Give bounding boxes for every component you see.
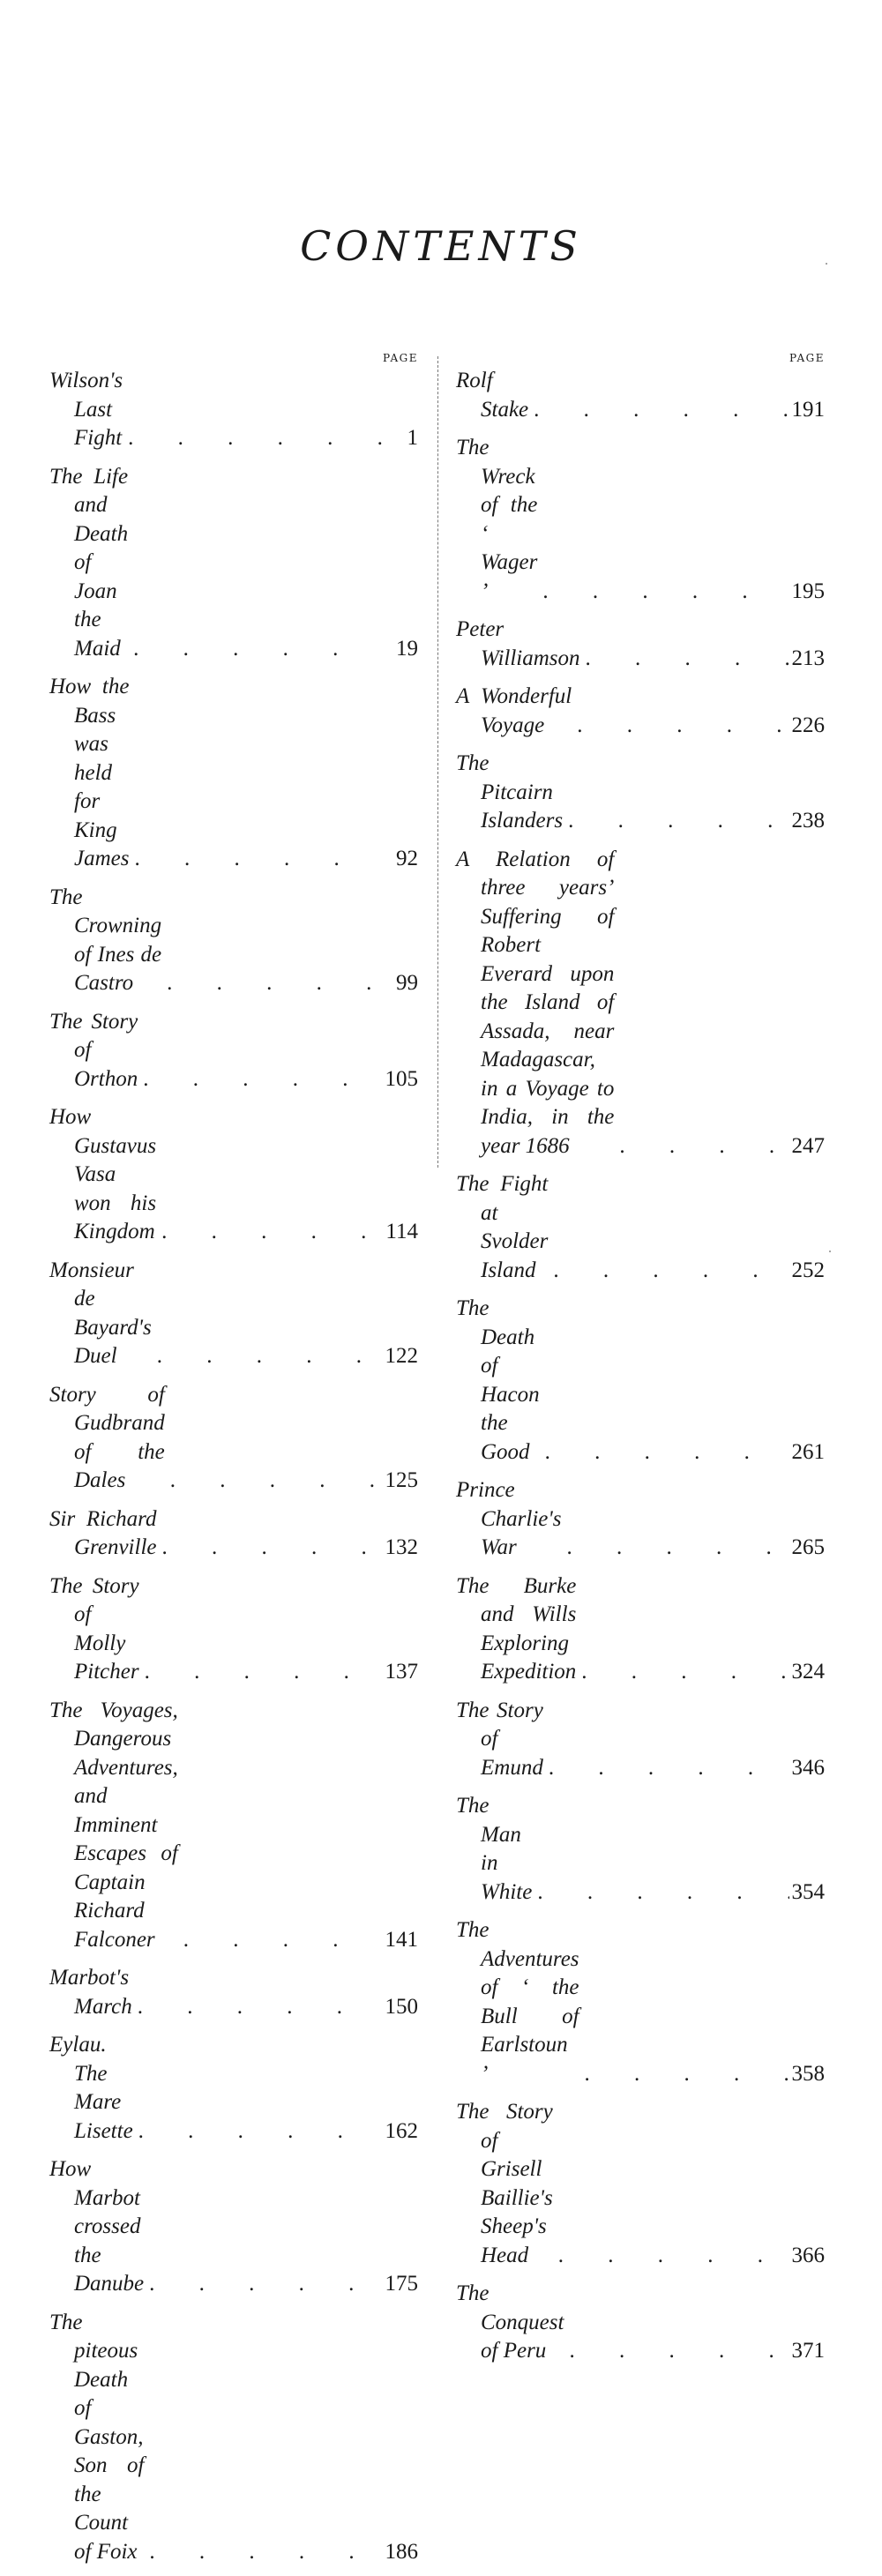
toc-entry[interactable] <box>456 1916 825 2098</box>
toc-entry-title: The Story of Orthon <box>49 1008 138 1094</box>
toc-entry-title: Wilson's Last Fight <box>49 367 123 453</box>
toc-list-right <box>456 367 825 2376</box>
toc-entry-title: The Story of Molly Pitcher <box>49 1572 139 1687</box>
toc-entry[interactable] <box>456 1476 825 1572</box>
toc-entry-page: 238 <box>789 807 825 836</box>
toc-entry-title: The Burke and Wills Exploring Expedition <box>456 1572 576 1687</box>
toc-entry-page: 191 <box>789 396 825 425</box>
dot-leader <box>572 712 789 741</box>
dot-leader <box>537 578 789 607</box>
toc-entry-page: 324 <box>789 1658 825 1687</box>
toc-entry-page: 122 <box>383 1342 418 1371</box>
dot-leader <box>528 396 789 425</box>
toc-entry[interactable] <box>456 2280 825 2376</box>
contents-column-left <box>49 349 418 2576</box>
toc-entry-title: The Man in White <box>456 1792 532 1907</box>
toc-entry-title: Eylau. The Mare Lisette <box>49 2031 133 2146</box>
toc-entry-page: 371 <box>789 2337 825 2366</box>
toc-entry[interactable] <box>456 434 825 616</box>
toc-entry-title: The Wreck of the ‘ Wager ’ <box>456 434 537 606</box>
toc-entry-page: 366 <box>789 2242 825 2271</box>
dot-leader <box>561 1534 789 1563</box>
toc-entry[interactable] <box>456 750 825 846</box>
toc-entry-title: Monsieur de Bayard's Duel <box>49 1257 152 1371</box>
toc-entry-title: The Fight at Svolder Island <box>456 1170 548 1285</box>
dot-leader <box>532 1878 789 1908</box>
toc-entry-page: 346 <box>789 1754 825 1783</box>
toc-entry-page: 247 <box>789 1132 825 1161</box>
dot-leader <box>543 1754 789 1783</box>
toc-entry-title: The Story of Grisell Baillie's Sheep's Head <box>456 2098 553 2270</box>
toc-entry[interactable] <box>49 1381 418 1505</box>
toc-entry[interactable] <box>456 1170 825 1295</box>
dot-leader <box>152 1342 383 1371</box>
toc-entry[interactable] <box>49 1964 418 2031</box>
toc-entry[interactable] <box>456 367 825 434</box>
dot-leader <box>138 1065 383 1094</box>
toc-entry-page: 105 <box>383 1065 418 1094</box>
dot-leader <box>123 424 383 453</box>
toc-entry[interactable] <box>49 367 418 463</box>
toc-entry-title: A Wonderful Voyage <box>456 683 572 740</box>
dot-leader <box>614 1132 789 1161</box>
dot-leader <box>129 845 383 874</box>
toc-entry-title: The piteous Death of Gaston, Son of the Count of Foix <box>49 2309 144 2567</box>
toc-entry-title: The Life and Death of Joan the Maid <box>49 463 128 664</box>
toc-entry[interactable] <box>49 463 418 674</box>
toc-entry-title: How Gustavus Vasa won his Kingdom <box>49 1103 156 1247</box>
toc-entry-title: How the Bass was held for King James <box>49 673 129 874</box>
dot-leader <box>540 1438 789 1467</box>
toc-entry[interactable] <box>456 1792 825 1916</box>
toc-entry-title: A Relation of three years’ Suffering of Robert Everard upon the Island of Assada, near Madagascar, in a Voyage to India, in the year 1686 <box>456 846 614 1161</box>
toc-entry-page: 141 <box>383 1926 418 1955</box>
toc-entry-page: 114 <box>383 1218 418 1247</box>
contents-column-right <box>456 349 825 2376</box>
toc-entry-page: 92 <box>383 845 418 874</box>
paper-speck <box>829 1251 831 1252</box>
toc-entry-title: Sir Richard Grenville <box>49 1505 156 1563</box>
dot-leader <box>139 1658 383 1687</box>
toc-entry[interactable] <box>49 2155 418 2309</box>
toc-entry-page: 132 <box>383 1534 418 1563</box>
toc-entry-page: 265 <box>789 1534 825 1563</box>
toc-entry-title: The Adventures of ‘ the Bull of Earlstoun ’ <box>456 1916 579 2088</box>
toc-entry[interactable] <box>49 1257 418 1381</box>
toc-entry[interactable] <box>49 1103 418 1257</box>
dot-leader <box>563 807 789 836</box>
toc-entry-page: 195 <box>789 578 825 607</box>
toc-entry[interactable] <box>49 1572 418 1697</box>
toc-entry-page: 150 <box>383 1993 418 2022</box>
toc-entry-page: 175 <box>383 2270 418 2299</box>
toc-entry-page: 162 <box>383 2117 418 2147</box>
toc-entry-title: The Conquest of Peru <box>456 2280 564 2366</box>
dot-leader <box>132 1993 383 2022</box>
dot-leader <box>579 2060 789 2089</box>
toc-entry[interactable] <box>456 846 825 1171</box>
toc-entry[interactable] <box>49 2031 418 2155</box>
toc-entry-page: 354 <box>789 1878 825 1908</box>
dot-leader <box>564 2337 789 2366</box>
toc-entry-title: The Pitcairn Islanders <box>456 750 563 836</box>
toc-entry-title: How Marbot crossed the Danube <box>49 2155 144 2299</box>
dot-leader <box>133 2117 383 2147</box>
toc-entry-title: Story of Gudbrand of the Dales <box>49 1381 165 1496</box>
page-column-label: PAGE <box>456 349 825 367</box>
toc-entry-page: 358 <box>789 2060 825 2089</box>
toc-entry[interactable] <box>49 673 418 884</box>
toc-entry-page: 213 <box>789 645 825 674</box>
toc-entry[interactable] <box>456 1572 825 1697</box>
toc-entry-page: 125 <box>383 1467 418 1496</box>
toc-entry[interactable] <box>456 1295 825 1476</box>
toc-entry-title: The Story of Emund <box>456 1697 543 1783</box>
paper-speck <box>826 263 827 265</box>
dot-leader <box>580 645 789 674</box>
toc-entry-page: 261 <box>789 1438 825 1467</box>
dot-leader <box>553 2242 789 2271</box>
dot-leader <box>548 1257 789 1286</box>
dot-leader <box>144 2538 383 2567</box>
toc-entry[interactable] <box>49 1008 418 1104</box>
toc-list-left <box>49 367 418 2576</box>
toc-entry[interactable] <box>49 1697 418 1965</box>
column-divider <box>437 356 438 1168</box>
toc-entry-title: The Death of Hacon the Good <box>456 1295 540 1467</box>
toc-entry-title: The Crowning of Ines de Castro <box>49 884 161 998</box>
dot-leader <box>156 1534 383 1563</box>
toc-entry[interactable] <box>456 616 825 683</box>
toc-entry[interactable] <box>49 884 418 1008</box>
toc-entry-title: Peter Williamson <box>456 616 580 673</box>
dot-leader <box>161 969 383 998</box>
dot-leader <box>156 1218 383 1247</box>
toc-entry-title: Marbot's March <box>49 1964 132 2021</box>
page-column-label: PAGE <box>49 349 418 367</box>
toc-entry-page: 226 <box>789 712 825 741</box>
toc-entry-page: 252 <box>789 1257 825 1286</box>
toc-entry-page: 1 <box>383 424 418 453</box>
dot-leader <box>178 1926 383 1955</box>
toc-entry-title: Prince Charlie's War <box>456 1476 561 1563</box>
toc-entry-page: 19 <box>383 635 418 664</box>
toc-entry-title: Rolf Stake <box>456 367 528 424</box>
toc-entry-page: 186 <box>383 2538 418 2567</box>
toc-entry-page: 99 <box>383 969 418 998</box>
page-title: CONTENTS <box>0 222 882 270</box>
dot-leader <box>165 1467 383 1496</box>
toc-entry[interactable] <box>49 2309 418 2576</box>
toc-entry-page: 137 <box>383 1658 418 1687</box>
dot-leader <box>144 2270 383 2299</box>
toc-entry[interactable] <box>456 2098 825 2280</box>
dot-leader <box>128 635 383 664</box>
toc-entry[interactable] <box>456 1697 825 1793</box>
toc-entry[interactable] <box>456 683 825 750</box>
toc-entry-title: The Voyages, Dangerous Adventures, and Imminent Escapes of Captain Richard Falconer <box>49 1697 178 1955</box>
toc-entry[interactable] <box>49 1505 418 1572</box>
dot-leader <box>576 1658 789 1687</box>
